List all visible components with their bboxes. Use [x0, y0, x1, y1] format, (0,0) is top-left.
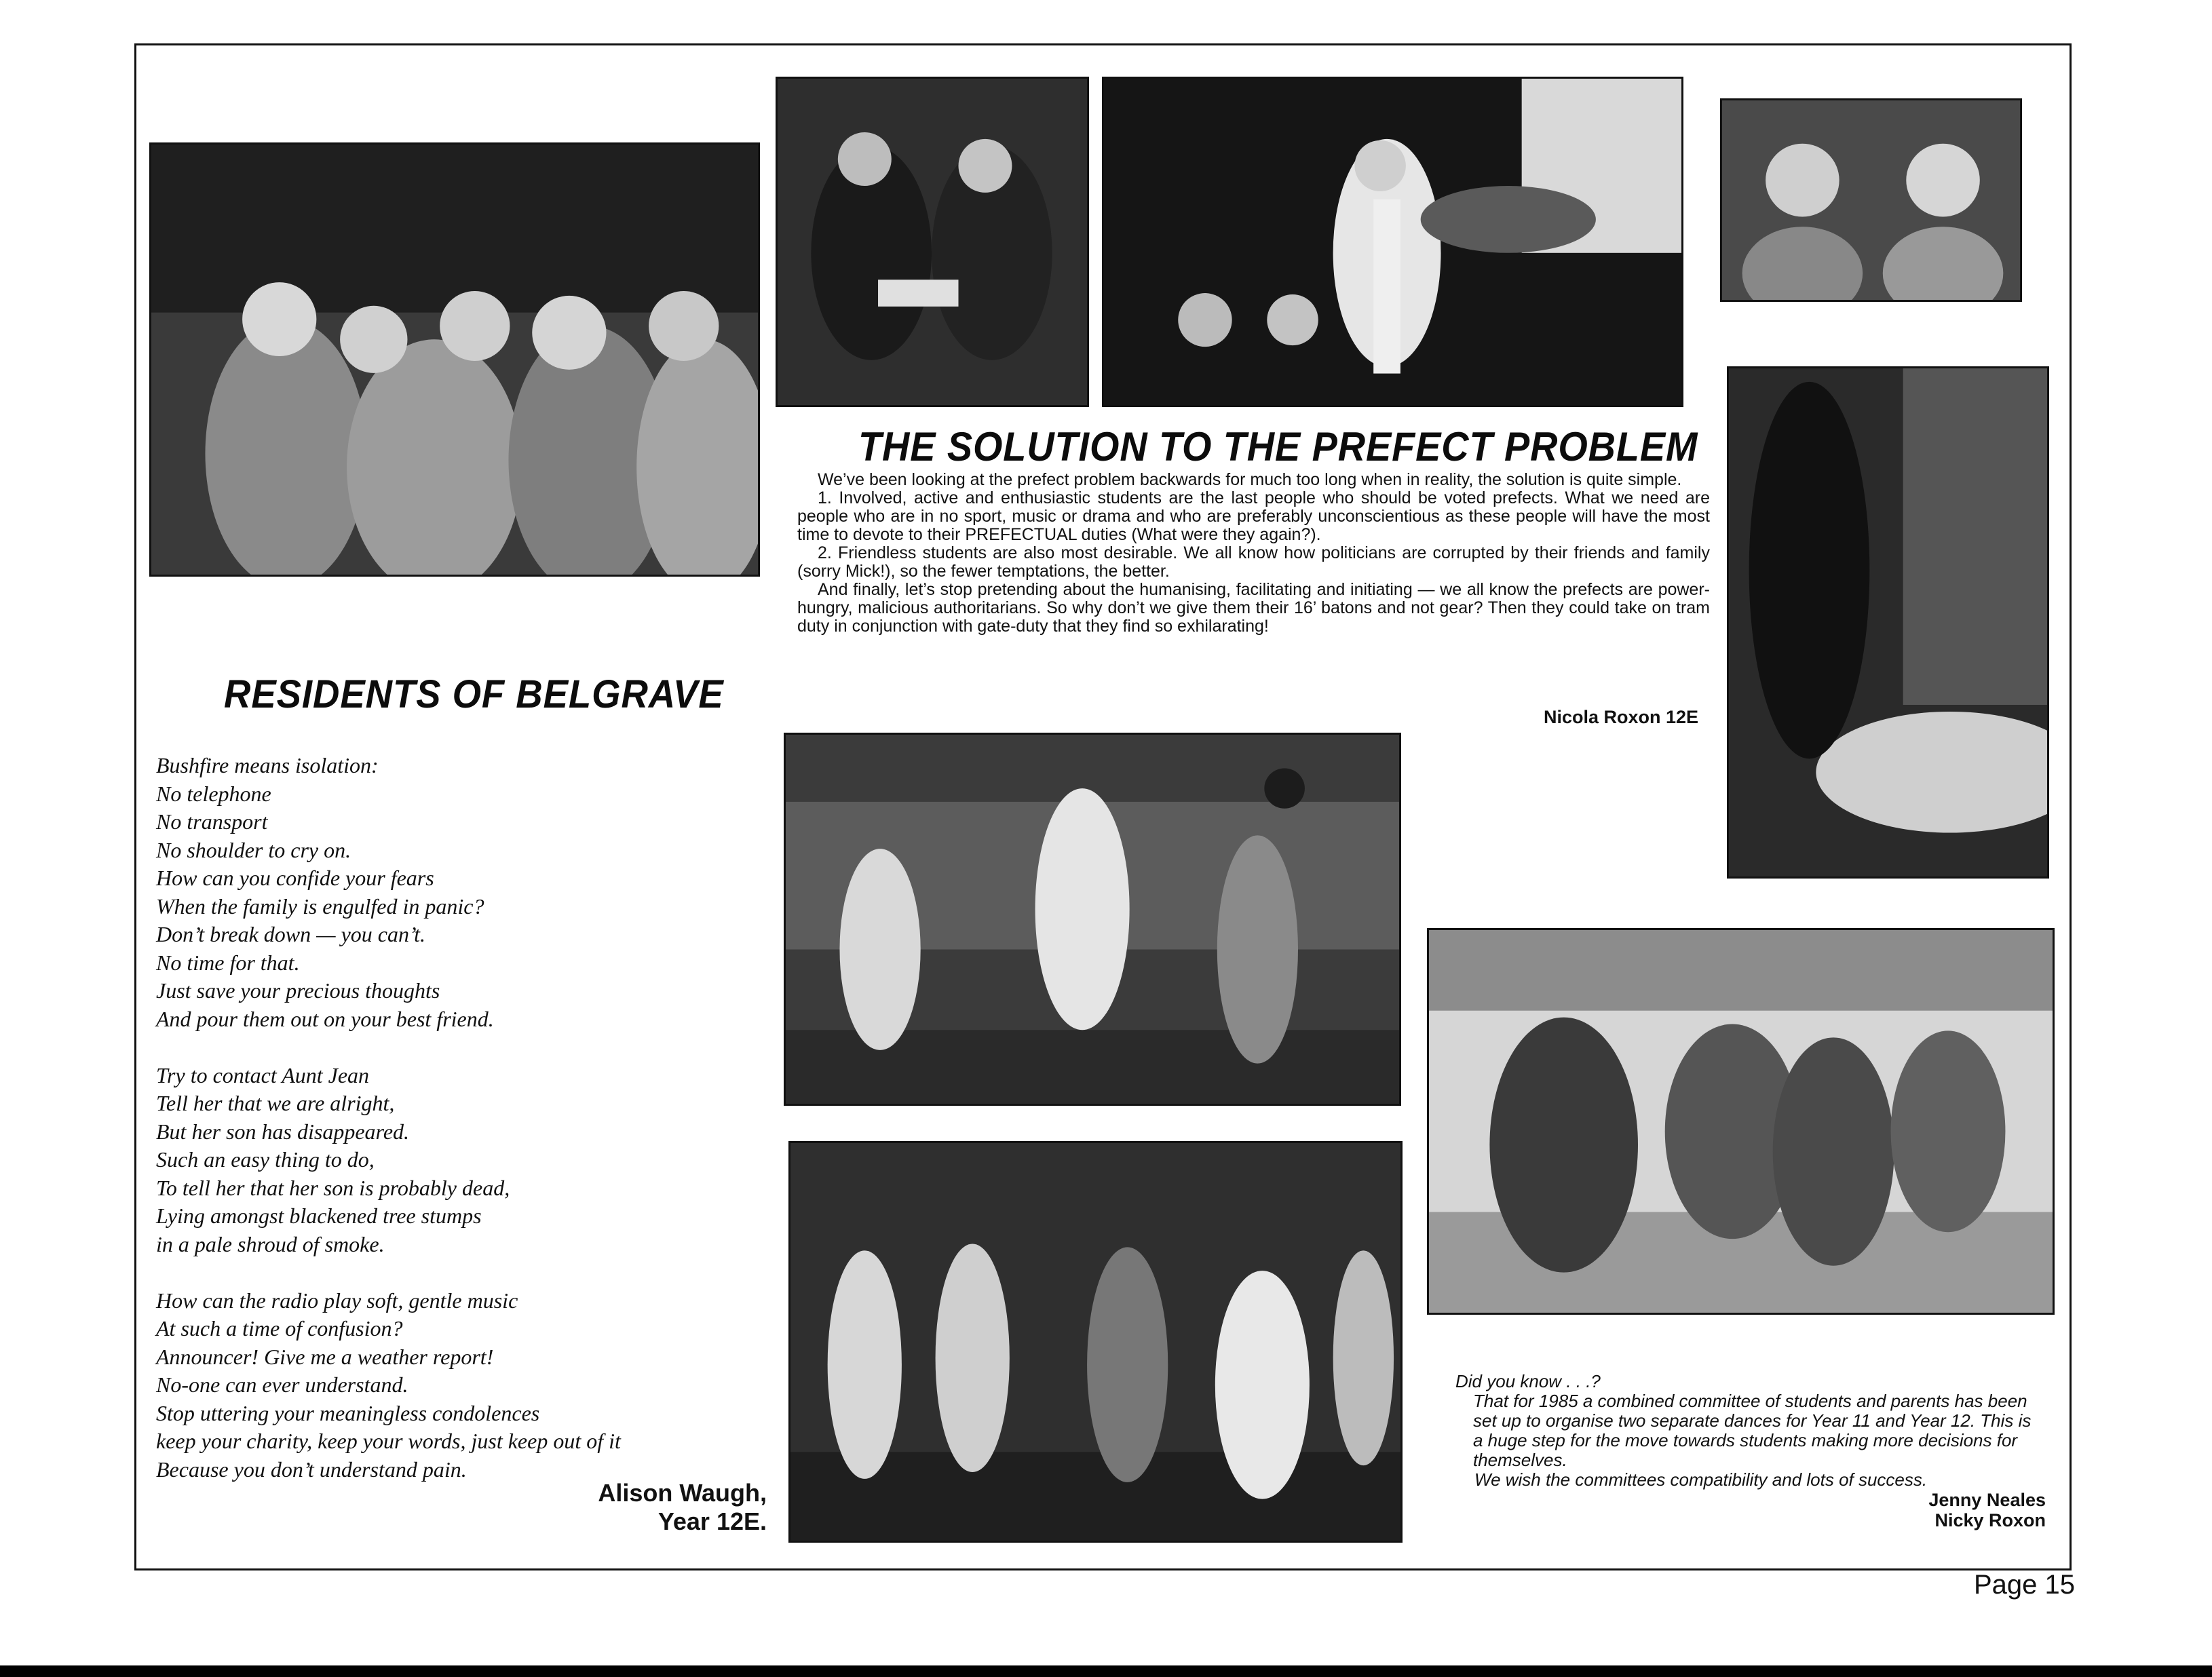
- poem-line: How can the radio play soft, gentle music: [156, 1288, 518, 1313]
- did-you-know-author-2: Nicky Roxon: [1934, 1510, 2046, 1530]
- poem-stanza-3: [156, 1287, 753, 1484]
- bottom-rule: [134, 1568, 2072, 1570]
- photo-students-reading: [776, 77, 1089, 407]
- poem-line: Because you don’t understand pain.: [156, 1457, 467, 1482]
- poem-line: in a pale shroud of smoke.: [156, 1231, 385, 1256]
- article-body: [797, 471, 1710, 636]
- poem-line: No transport: [156, 809, 268, 834]
- poem-author: [516, 1479, 767, 1536]
- did-you-know-box: [1455, 1372, 2046, 1490]
- photo-basketball-game: [784, 733, 1401, 1106]
- poem-line: Just save your precious thoughts: [156, 978, 440, 1003]
- did-you-know-author-1: Jenny Neales: [1928, 1490, 2046, 1510]
- did-you-know-body: That for 1985 a combined committee of students and parents has been set up to organise two separate dances for Year 11 and Year 12. This is a huge step for the move towards students making more decisions for themselves.: [1473, 1391, 2032, 1470]
- poem-line: No telephone: [156, 781, 271, 806]
- poem-line: No shoulder to cry on.: [156, 837, 351, 862]
- did-you-know-closing: We wish the committees compatibility and lots of success.: [1474, 1469, 1928, 1490]
- poem-line: No time for that.: [156, 950, 300, 975]
- did-you-know-authors: [1805, 1490, 2046, 1530]
- article-paragraph: And finally, let’s stop pretending about the humanising, facilitating and initiating — we all know the prefects are power-hungry, malicious authoritarians. So why don’t we give them their 16’ batons and not gear? Then they could take on tram duty in conjunction with gate-duty that they find so exhilarating!: [797, 580, 1710, 636]
- article-paragraph: 1. Involved, active and enthusiastic students are the last people who should be voted prefects. What we need are people who are in no sport, music or drama and who are preferably unconscientious as these people will have the most time to devote to their PREFECTUAL duties (What were they again?).: [797, 488, 1710, 544]
- article-title: THE SOLUTION TO THE PREFECT PROBLEM: [858, 424, 1698, 469]
- poem-line: Lying amongst blackened tree stumps: [156, 1203, 482, 1228]
- did-you-know-intro: Did you know . . .?: [1455, 1371, 1601, 1391]
- right-margin-rule: [2070, 43, 2072, 1570]
- poem-line: To tell her that her son is probably dead,: [156, 1175, 510, 1200]
- left-margin-rule: [134, 43, 136, 1570]
- poem-line: No-one can ever understand.: [156, 1372, 408, 1397]
- poem-line: Bushfire means isolation:: [156, 753, 379, 777]
- poem-line: But her son has disappeared.: [156, 1119, 410, 1144]
- article-paragraph: We’ve been looking at the prefect problem backwards for much too long when in reality, the solution is quite simple.: [818, 470, 1682, 489]
- photo-girls-group: [149, 142, 760, 577]
- poem-line: How can you confide your fears: [156, 866, 434, 890]
- article-paragraph: 2. Friendless students are also most desirable. We all know how politicians are corrupted by their friends and family (sorry Mick!), so the fewer temptations, the better.: [797, 543, 1710, 581]
- poem-author-year: Year 12E.: [657, 1507, 767, 1535]
- photo-abstract-closeup: [1727, 366, 2049, 879]
- page-number: Page 15: [1973, 1570, 2075, 1600]
- photo-stage-guitar: [1102, 77, 1683, 407]
- poem-line: Announcer! Give me a weather report!: [156, 1344, 494, 1369]
- poem-stanza-1: [156, 752, 753, 1033]
- poem-line: When the family is engulfed in panic?: [156, 893, 484, 919]
- poem-line: keep your charity, keep your words, just keep out of it: [156, 1429, 621, 1453]
- poem-line: Such an easy thing to do,: [156, 1147, 375, 1172]
- poem-body: [156, 752, 753, 1484]
- poem-line: And pour them out on your best friend.: [156, 1006, 494, 1031]
- poem-line: Try to contact Aunt Jean: [156, 1062, 370, 1087]
- poem-line: Don’t break down — you can’t.: [156, 922, 425, 946]
- photo-two-girls: [1720, 98, 2022, 302]
- top-rule: [134, 43, 2072, 45]
- poem-author-name: Alison Waugh,: [598, 1479, 767, 1507]
- photo-sports-crowd: [788, 1141, 1403, 1543]
- poem-line: Tell her that we are alright,: [156, 1091, 395, 1115]
- poem-line: At such a time of confusion?: [156, 1316, 403, 1341]
- scan-bottom-edge: [0, 1665, 2212, 1677]
- poem-stanza-2: [156, 1062, 753, 1259]
- poem-title: RESIDENTS OF BELGRAVE: [224, 672, 724, 716]
- photo-courtyard-girls: [1427, 928, 2055, 1315]
- poem-line: Stop uttering your meaningless condolences: [156, 1400, 540, 1425]
- article-byline: Nicola Roxon 12E: [1544, 707, 1699, 727]
